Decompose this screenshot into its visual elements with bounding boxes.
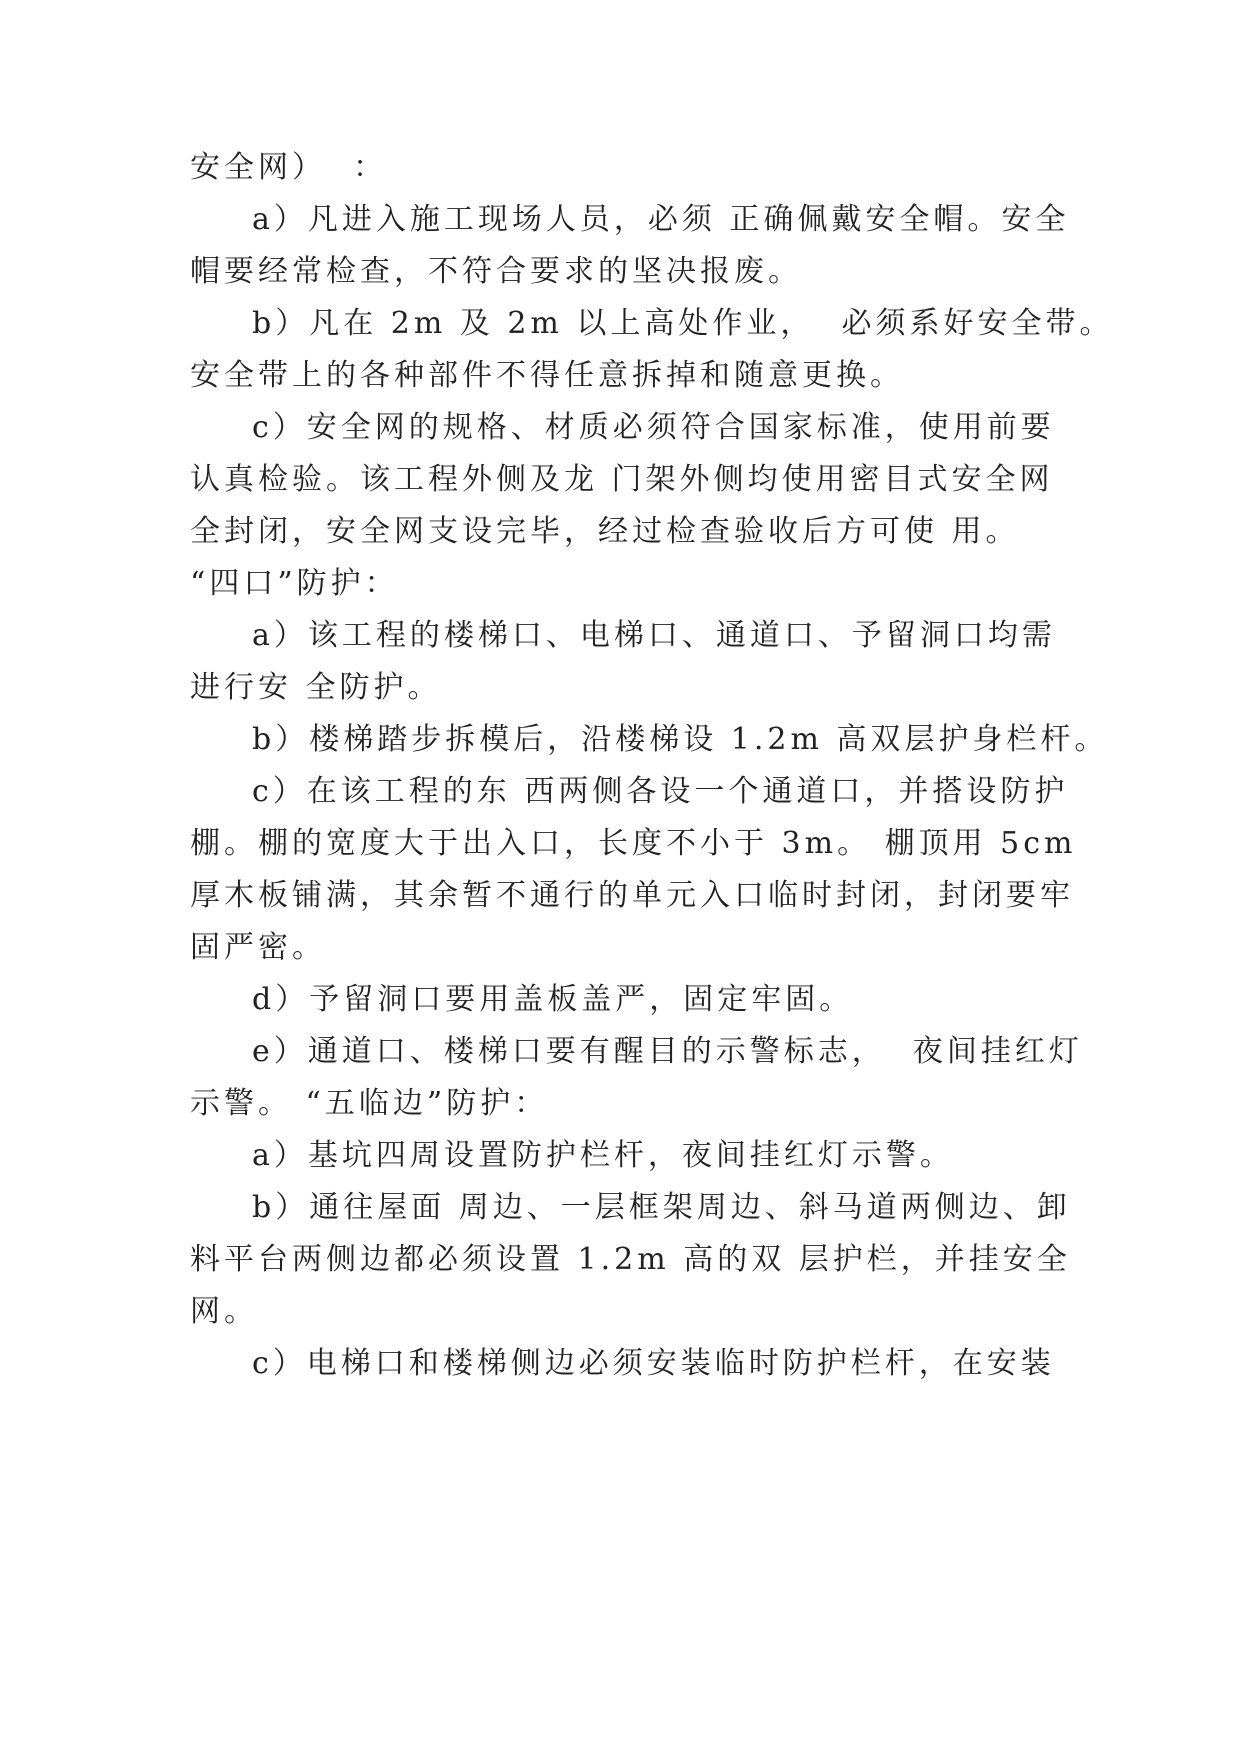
text-line: c）安全网的规格、材质必须符合国家标准，使用前要 (252, 410, 1055, 445)
text-line: 安全带上的各种部件不得任意拆掉和随意更换。 (190, 358, 904, 393)
text-line: 全封闭，安全网支设完毕，经过检查验收后方可使 用。 (190, 514, 1020, 549)
text-line: 帽要经常检查，不符合要求的坚决报废。 (190, 254, 802, 289)
text-line: 认真检验。该工程外侧及龙 门架外侧均使用密目式安全网 (190, 462, 1054, 497)
text-line: a）凡进入施工现场人员，必须 正确佩戴安全帽。安全 (252, 202, 1070, 237)
text-line: 固严密。 (190, 930, 326, 965)
text-line: b）凡在 2m 及 2m 以上高处作业， 必须系好安全带。 (252, 306, 1114, 341)
text-line: 进行安 全防护。 (190, 670, 442, 705)
text-line: 料平台两侧边都必须设置 1.2m 高的双 层护栏，并挂安全 (190, 1242, 1071, 1277)
text-line: a）基坑四周设置防护栏杆，夜间挂红灯示警。 (252, 1138, 954, 1173)
text-line: b）楼梯踏步拆模后，沿楼梯设 1.2m 高双层护身栏杆。 (252, 722, 1109, 757)
text-line: 示警。 “五临边”防护： (190, 1086, 549, 1121)
text-line: 厚木板铺满，其余暂不通行的单元入口临时封闭，封闭要牢 (190, 878, 1074, 913)
text-line: c）在该工程的东 西两侧各设一个通道口，并搭设防护 (252, 774, 1069, 809)
text-line: b）通往屋面 周边、一层框架周边、斜马道两侧边、卸 (252, 1190, 1071, 1225)
text-line: 网。 (190, 1294, 258, 1329)
text-line: 安全网） ： (190, 150, 388, 185)
text-line: e）通道口、楼梯口要有醒目的示警标志， 夜间挂红灯 (252, 1034, 1083, 1069)
text-line: c）电梯口和楼梯侧边必须安装临时防护栏杆，在安装 (252, 1346, 1055, 1381)
text-line: “四口”防护： (190, 566, 399, 601)
text-line: d）予留洞口要用盖板盖严，固定牢固。 (252, 982, 854, 1017)
text-line: 棚。棚的宽度大于出入口，长度不小于 3m。 棚顶用 5cm (190, 826, 1077, 861)
text-line: a）该工程的楼梯口、电梯口、通道口、予留洞口均需 (252, 618, 1056, 653)
